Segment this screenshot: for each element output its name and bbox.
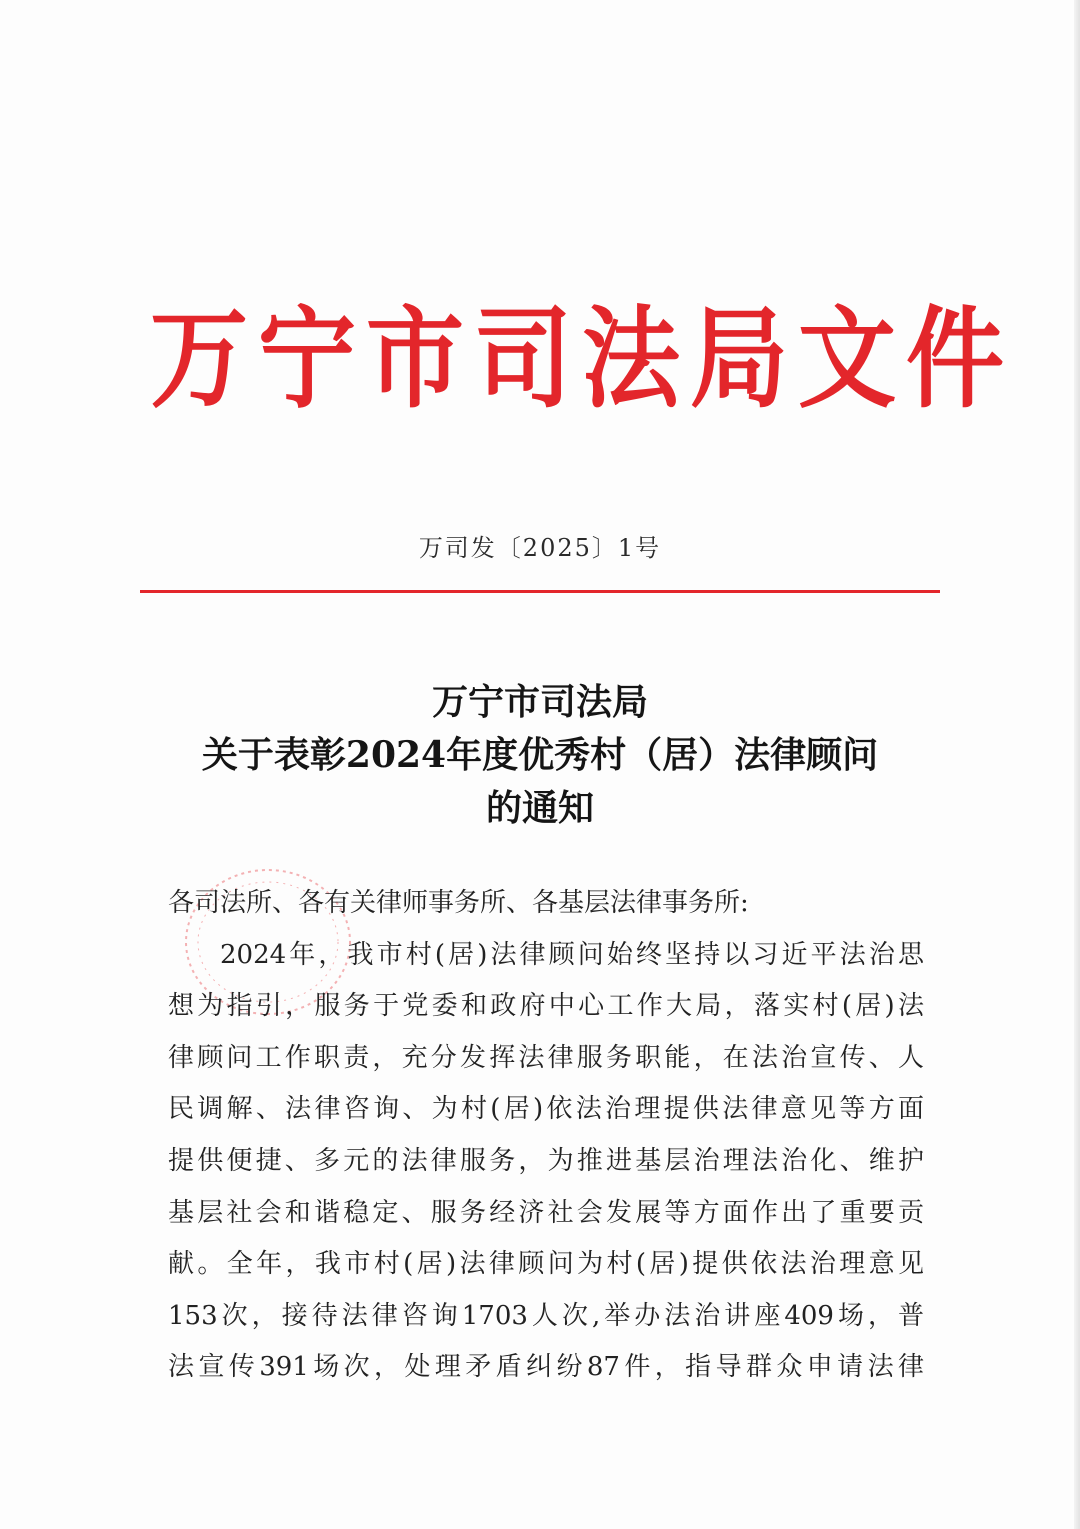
red-divider-line <box>140 590 940 593</box>
paragraph-line: 153次，接待法律咨询1703人次,举办法治讲座409场，普 <box>168 1300 924 1331</box>
page-edge-shadow <box>1074 0 1080 1529</box>
notice-title <box>100 676 980 835</box>
title-line-1: 万宁市司法局 <box>431 681 648 723</box>
paragraph-line: 献。全年，我市村(居)法律顾问为村(居)提供依法治理意见 <box>168 1249 924 1280</box>
paragraph-line: 律顾问工作职责，充分发挥法律服务职能，在法治宣传、人 <box>168 1042 924 1073</box>
document-number: 万司发〔2025〕1号 <box>418 534 662 562</box>
paragraph-line: 法宣传391场次，处理矛盾纠纷87件，指导群众申请法律 <box>168 1352 924 1383</box>
title-line-3: 的通知 <box>485 787 594 829</box>
title-line-2: 关于表彰2024年度优秀村（居）法律顾问 <box>201 734 879 776</box>
notice-body <box>168 878 924 1394</box>
paragraph-line: 2024年，我市村(居)法律顾问始终坚持以习近平法治思 <box>220 939 924 970</box>
paragraph-line: 想为指引，服务于党委和政府中心工作大局，落实村(居)法 <box>168 991 924 1022</box>
paragraph-line: 民调解、法律咨询、为村(居)依法治理提供法律意见等方面 <box>168 1094 924 1125</box>
salutation: 各司法所、各有关律师事务所、各基层法律事务所: <box>168 888 749 918</box>
paragraph-line: 提供便捷、多元的法律服务，为推进基层治理法治化、维护 <box>168 1145 924 1176</box>
paragraph-line: 基层社会和谐稳定、服务经济社会发展等方面作出了重要贡 <box>168 1197 924 1228</box>
masthead-title: 万宁市司法局文件 <box>150 295 1015 424</box>
